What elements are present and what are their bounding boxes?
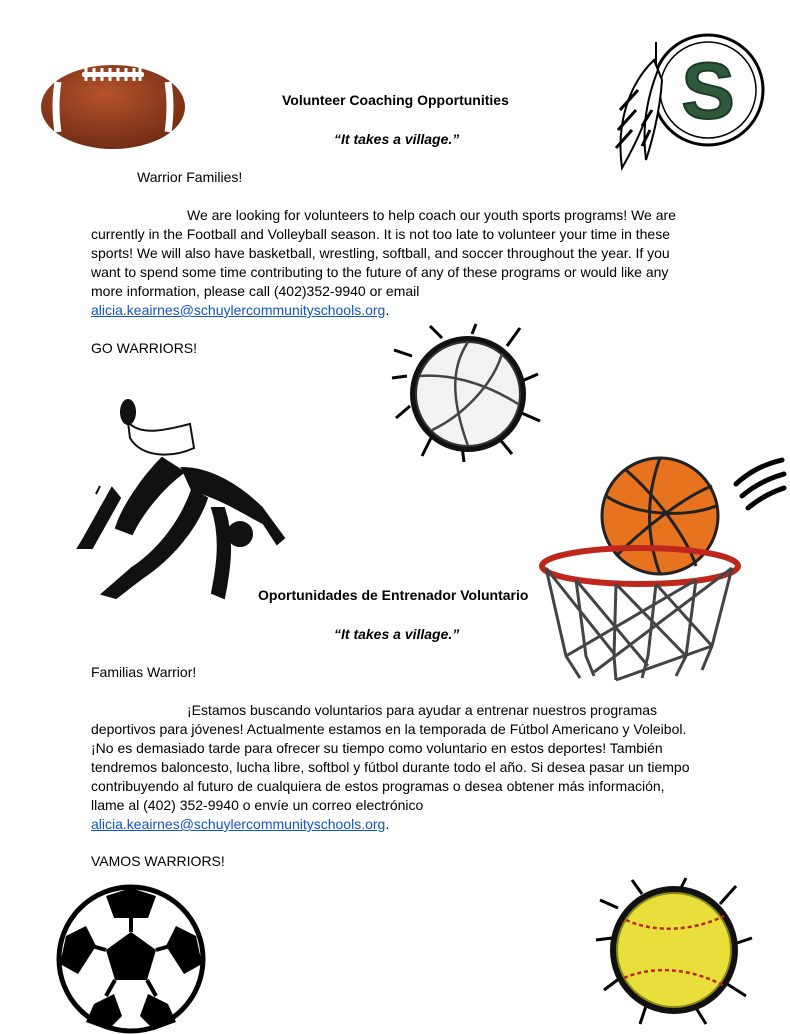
football-icon xyxy=(40,62,186,152)
english-closing: GO WARRIORS! xyxy=(91,340,198,356)
logo-letter: S xyxy=(681,46,735,135)
wrestlers-icon xyxy=(72,398,292,608)
volleyball-icon xyxy=(392,326,542,462)
english-quote: “It takes a village.” xyxy=(334,131,460,147)
basketball-hoop-icon xyxy=(536,456,788,682)
english-greeting: Warrior Families! xyxy=(137,169,243,185)
english-body-text: We are looking for volunteers to help coach our youth sports programs! We are currently in the Football and Volleyball season. It is not too late to volunteer your time in these sports! We will also have basketball, wrestling, softball, and soccer throughout the year. If you want to spend some time contributing to the future of any of these programs or would like any more information, please call (402)352-9940 or email xyxy=(91,207,676,299)
english-email-link[interactable]: alicia.keairnes@schuylercommunityschools.org xyxy=(91,302,386,318)
spanish-body-text: ¡Estamos buscando voluntarios para ayudar a entrenar nuestros programas deportivos para jóvenes! Actualmente estamos en la temporada de Fútbol Americano y Voleibol. ¡No es demasiado tarde para ofrecer su tiempo como voluntario en estos deportes! También tendremos baloncesto, lucha libre, softbol y fútbol durante todo el año. Si desea pasar un tiempo contribuyendo al futuro de cualquiera de estos programas o desea obtener más información, llame al (402) 352-9940 o envíe un correo electrónico xyxy=(91,702,690,813)
english-title: Volunteer Coaching Opportunities xyxy=(282,92,509,108)
english-body: We are looking for volunteers to help coach our youth sports programs! We are currently in the Football and Volleyball season. It is not too late to volunteer your time in these sports! We will also have basketball, wrestling, softball, and soccer throughout the year. If you want to spend some time contributing to the future of any of these programs or would like any more information, please call (402)352-9940 or email alicia.keairnes@schuylercommunityschools.org. xyxy=(91,207,676,318)
spanish-quote: “It takes a village.” xyxy=(334,626,460,642)
spanish-title: Oportunidades de Entrenador Voluntario xyxy=(258,587,529,603)
softball-icon xyxy=(596,878,752,1024)
spanish-email-link[interactable]: alicia.keairnes@schuylercommunityschools.org xyxy=(91,816,386,832)
spanish-greeting: Familias Warrior! xyxy=(91,664,197,680)
spanish-body: ¡Estamos buscando voluntarios para ayudar a entrenar nuestros programas deportivos para jóvenes! Actualmente estamos en la temporada de Fútbol Americano y Voleibol. ¡No es demasiado tarde para ofrecer su tiempo como voluntario en estos deportes! También tendremos baloncesto, lucha libre, softbol y fútbol durante todo el año. Si desea pasar un tiempo contribuyendo al futuro de cualquiera de estos programas o desea obtener más información, llame al (402) 352-9940 o envíe un correo electrónico alicia.keairnes@schuylercommunityschools.org. xyxy=(91,702,690,832)
spanish-closing: VAMOS WARRIORS! xyxy=(91,853,225,869)
warriors-s-logo-icon xyxy=(608,30,768,172)
soccer-ball-icon xyxy=(56,884,206,1034)
